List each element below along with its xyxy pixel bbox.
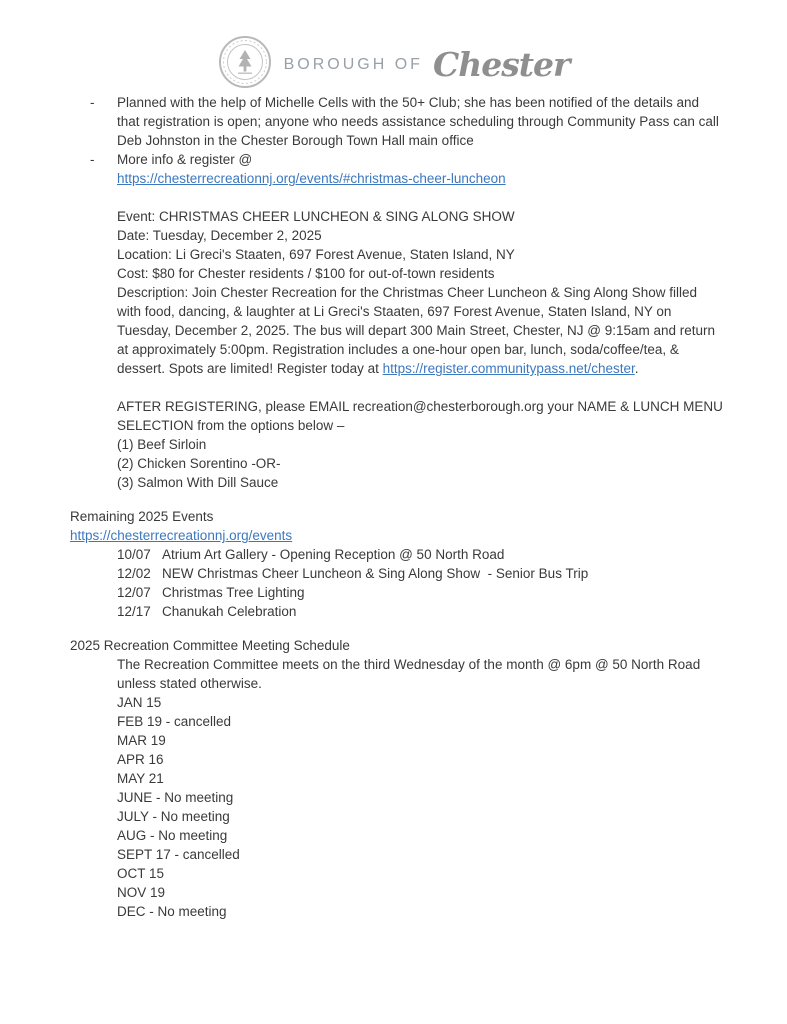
spacer	[70, 378, 723, 397]
event-title-line: Event: CHRISTMAS CHEER LUNCHEON & SING ALONG SHOW	[117, 209, 515, 224]
event-date-line: Date: Tuesday, December 2, 2025	[117, 228, 322, 243]
meeting-line: MAR 19	[117, 733, 166, 748]
meeting-line: NOV 19	[117, 885, 166, 900]
register-label: More info & register @	[117, 152, 253, 167]
event-list-item	[117, 545, 723, 564]
event-list-item	[117, 564, 723, 583]
christmas-cheer-luncheon-link[interactable]: https://chesterrecreationnj.org/events/#christmas-cheer-luncheon	[117, 171, 506, 186]
event-description	[117, 283, 723, 378]
header	[0, 0, 787, 92]
event-item-date: 12/17	[117, 604, 151, 619]
menu-option: (2) Chicken Sorentino -OR-	[117, 456, 281, 471]
event-location-line: Location: Li Greci's Staaten, 697 Forest Avenue, Staten Island, NY	[117, 247, 515, 262]
bullet-text	[117, 150, 723, 188]
bullet-marker: -	[90, 152, 95, 167]
event-item-date: 12/02	[117, 566, 151, 581]
committee-section	[70, 636, 723, 921]
meeting-line: APR 16	[117, 752, 164, 767]
event-item-date: 12/07	[117, 585, 151, 600]
meeting-line: SEPT 17 - cancelled	[117, 847, 240, 862]
event-item-date: 10/07	[117, 547, 151, 562]
logo-text	[283, 44, 570, 84]
description-period: .	[634, 361, 639, 376]
event-item-text: NEW Christmas Cheer Luncheon & Sing Along Show - Senior Bus Trip	[162, 566, 589, 581]
document-content	[0, 92, 787, 921]
meeting-line: DEC - No meeting	[117, 904, 227, 919]
bullet-marker: -	[90, 95, 95, 110]
meeting-line: JUNE - No meeting	[117, 790, 234, 805]
meeting-line: JAN 15	[117, 695, 162, 710]
committee-meetings	[117, 693, 723, 921]
menu-option: (3) Salmon With Dill Sauce	[117, 475, 279, 490]
register-instructions: AFTER REGISTERING, please EMAIL recreation@chesterborough.org your NAME & LUNCH MENU SELECTION from the options below –	[117, 399, 727, 433]
meeting-line: OCT 15	[117, 866, 165, 881]
committee-heading: 2025 Recreation Committee Meeting Schedule	[70, 638, 350, 653]
remaining-events-section	[70, 507, 723, 621]
event-list-item	[117, 583, 723, 602]
remaining-events-heading: Remaining 2025 Events	[70, 509, 214, 524]
bullet-item	[70, 150, 723, 188]
borough-seal-icon	[218, 35, 272, 94]
description-text: Description: Join Chester Recreation for the Christmas Cheer Luncheon & Sing Along Show filled with food, dancing, & laughter at Li Greci's Staaten, 697 Forest Avenue, Staten Island, NY on Tuesday, December 2, 2025. The bus will depart 300 Main Street, Chester, NJ @ 9:15am and return at approximately 5:00pm. Registration includes a one-hour open bar, lunch, soda/coffee/tea, & dessert. Spots are limited! Register today at	[117, 285, 719, 376]
committee-intro: The Recreation Committee meets on the third Wednesday of the month @ 6pm @ 50 North Road unless stated otherwise.	[117, 657, 704, 691]
spacer	[70, 492, 723, 507]
communitypass-link[interactable]: https://register.communitypass.net/chester	[382, 361, 635, 376]
register-instructions-block	[117, 397, 727, 492]
spacer	[70, 621, 723, 636]
logo-name: Chester	[432, 44, 570, 84]
event-item-text: Atrium Art Gallery - Opening Reception @ 50 North Road	[162, 547, 505, 562]
event-item-text: Chanukah Celebration	[162, 604, 297, 619]
logo-prefix: BOROUGH OF	[283, 55, 423, 73]
event-cost-line: Cost: $80 for Chester residents / $100 for out-of-town residents	[117, 266, 495, 281]
bullet-text: Planned with the help of Michelle Cells with the 50+ Club; she has been notified of the details and that registration is open; anyone who needs assistance scheduling through Community Pass can call Deb Johnston in the Chester Borough Town Hall main office	[117, 95, 723, 148]
events-page-link[interactable]: https://chesterrecreationnj.org/events	[70, 528, 293, 543]
meeting-line: AUG - No meeting	[117, 828, 228, 843]
event-details	[117, 207, 723, 378]
menu-option: (1) Beef Sirloin	[117, 437, 207, 452]
meeting-line: JULY - No meeting	[117, 809, 230, 824]
meeting-line: MAY 21	[117, 771, 164, 786]
bullet-item	[70, 93, 723, 150]
spacer	[70, 188, 723, 207]
event-item-text: Christmas Tree Lighting	[162, 585, 305, 600]
event-list-item	[117, 602, 723, 621]
meeting-line: FEB 19 - cancelled	[117, 714, 232, 729]
